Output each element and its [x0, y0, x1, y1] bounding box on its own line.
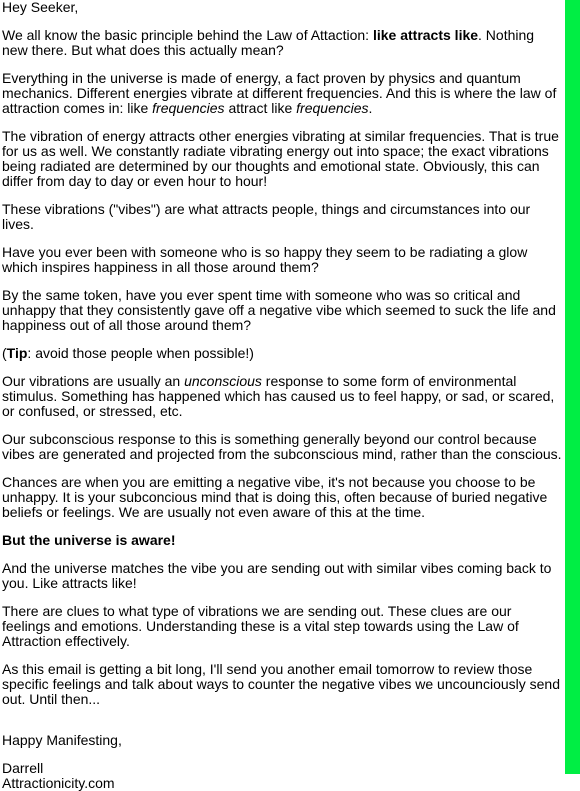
text: attract like	[224, 100, 297, 116]
text: Everything in the universe is made of energy, a fact proven by physics and quantum mechanics. Different energies vibrate at different frequencies. And this is where the law of attraction comes in: like	[2, 70, 557, 116]
accent-bar	[565, 0, 580, 774]
text: : avoid those people when possible!)	[27, 345, 254, 361]
bold-text: like attracts like	[372, 27, 479, 43]
paragraph-universe-matches: And the universe matches the vibe you are sending out with similar vibes coming back to you. Like attracts like!	[2, 560, 552, 591]
paragraph-law-of-attraction	[2, 28, 563, 58]
paragraph-clues: There are clues to what type of vibrations we are sending out. These clues are our feelings and emotions. Understanding these is a vital step towards using the Law of Attraction effectively.	[2, 603, 519, 649]
signature	[2, 761, 563, 791]
italic-text: unconscious	[184, 373, 262, 389]
email-body	[2, 0, 563, 791]
paragraph-vibes: These vibrations ("vibes") are what attracts people, things and circumstances into our lives.	[2, 201, 531, 232]
paragraph-vibration: The vibration of energy attracts other energies vibrating at similar frequencies. That is true for us as well. We constantly radiate vibrating energy out into space; the exact vibrations being radiated are determined by our thoughts and emotional state. Obviously, this can differ from day to day or even hour to hour!	[2, 128, 559, 189]
text: response to some form of environmental stimulus. Something has happened which has caused us to feel happy, or sad, or scared, or confused, or stressed, etc.	[2, 373, 555, 419]
paragraph-negative-person: By the same token, have you ever spent time with someone who was so critical and unhappy that they consistently gave off a negative vibe which seemed to suck the life and happiness out of all those around them?	[2, 287, 556, 333]
text: .	[368, 100, 373, 116]
paragraph-happy-person: Have you ever been with someone who is so happy they seem to be radiating a glow which inspires happiness in all those around them?	[2, 244, 528, 275]
text: Our vibrations are usually an	[2, 373, 185, 389]
paragraph-universe-aware	[2, 533, 563, 548]
text: We all know the basic principle behind the Law of Attaction:	[2, 27, 373, 43]
text: . Nothing new there. But what does this actually mean?	[2, 27, 535, 58]
sender-name: Darrell	[2, 760, 44, 776]
paragraph-negative-vibe: Chances are when you are emitting a negative vibe, it's not because you choose to be unhappy. It is your subconcious mind that is doing this, often because of buried negative beliefs or feelings. We are usually not even aware of this at the time.	[2, 474, 548, 520]
italic-text: frequencies	[152, 100, 225, 116]
italic-text: frequencies	[296, 100, 369, 116]
sender-site: Attractionicity.com	[2, 775, 115, 791]
paragraph-unconscious	[2, 374, 563, 419]
text: (	[2, 345, 7, 361]
paragraph-subconscious: Our subconscious response to this is something generally beyond our control because vibes are generated and projected from the subconscious mind, rather than the conscious.	[2, 431, 562, 462]
signoff: Happy Manifesting,	[2, 732, 122, 748]
paragraph-tip	[2, 346, 563, 361]
bold-text: Tip	[6, 345, 28, 361]
bold-text: But the universe is aware!	[2, 532, 176, 548]
greeting: Hey Seeker,	[2, 0, 79, 15]
paragraph-energy	[2, 71, 563, 116]
paragraph-closing: As this email is getting a bit long, I'll send you another email tomorrow to review those specific feelings and talk about ways to counter the negative vibes we uncounciously send out. Until then...	[2, 661, 561, 707]
